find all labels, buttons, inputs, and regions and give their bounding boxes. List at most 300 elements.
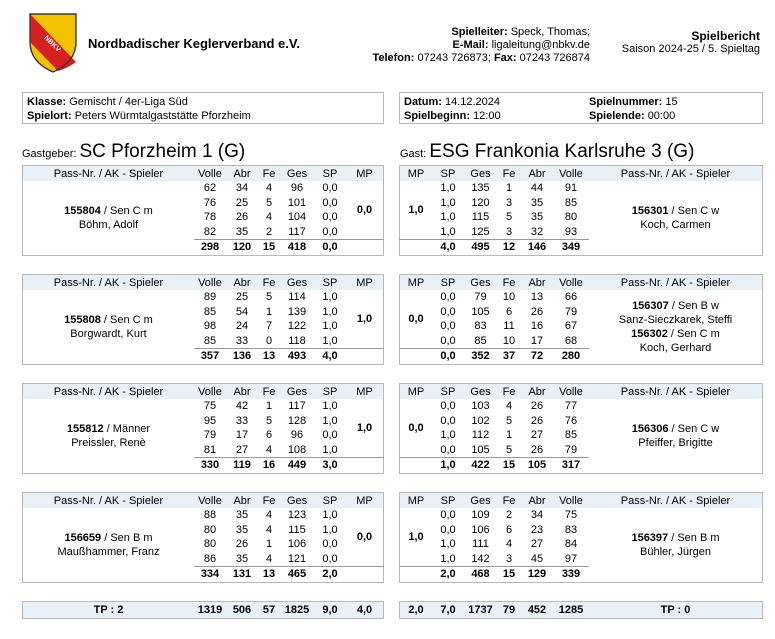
away-ges: 495: [464, 240, 497, 256]
away-volle: 68: [564, 334, 578, 347]
match-info-right: [399, 92, 763, 124]
home-block-2: [22, 274, 384, 365]
separator: /: [103, 422, 113, 435]
player-id-line: [23, 422, 194, 436]
away-fe: 15: [497, 567, 521, 583]
player-id-line: [589, 204, 762, 218]
col-sp: SP: [432, 275, 464, 291]
pass-number: 156302: [631, 327, 668, 340]
datum-label: Datum:: [404, 96, 442, 108]
fax-label: Fax:: [493, 52, 517, 64]
away-totals: [399, 601, 763, 619]
player-name: Maußhammer, Franz: [57, 545, 160, 558]
home-abr: 35: [235, 552, 249, 565]
home-abr: 27: [235, 443, 249, 456]
away-sp: 1,0: [440, 196, 456, 209]
home-abr: 35: [235, 225, 249, 238]
home-fe: 4: [265, 552, 273, 565]
player-name: Pfeiffer, Brigitte: [638, 436, 713, 449]
away-volle: 93: [564, 225, 578, 238]
away-ges: 115: [471, 211, 490, 224]
away-header-row: [400, 384, 763, 400]
col-abr: Abr: [521, 275, 553, 291]
age-class: Männer: [112, 422, 151, 435]
home-mp-empty: [346, 458, 384, 474]
away-ges: 120: [471, 196, 490, 209]
col-mp: MP: [346, 275, 384, 291]
home-block-1: [22, 165, 384, 256]
pass-number: 156301: [631, 204, 669, 217]
away-abr: 13: [530, 291, 544, 304]
away-sp: 0,0: [440, 443, 456, 456]
away-header-row: [400, 275, 763, 291]
home-fe: 1: [265, 305, 273, 318]
spielleiter-value: Speck, Thomas;: [510, 26, 590, 38]
away-ges: 103: [471, 400, 490, 413]
home-ges: 122: [287, 320, 307, 333]
away-abr: 129: [521, 567, 553, 583]
separator: /: [100, 204, 111, 217]
player-name: Koch, Carmen: [640, 218, 711, 231]
away-volle: 66: [564, 291, 578, 304]
home-abr: 24: [235, 320, 249, 333]
home-throw-row: [23, 290, 384, 305]
away-fe: 3: [505, 225, 513, 238]
home-fe: 5: [265, 414, 273, 427]
home-player-cell: [23, 290, 195, 364]
separator: /: [668, 531, 678, 544]
col-fe: Fe: [258, 493, 280, 509]
away-mp-empty: [400, 567, 433, 583]
away-sp: 0,0: [440, 320, 456, 333]
col-player: Pass-Nr. / AK - Spieler: [23, 493, 195, 509]
home-mp: 1,0: [356, 422, 373, 434]
home-volle: 78: [203, 211, 217, 224]
col-ges: Ges: [280, 493, 314, 509]
home-volle: 298: [194, 240, 226, 256]
klasse-label: Klasse:: [27, 96, 67, 108]
away-player-cell: [589, 508, 763, 582]
datum-value: 14.12.2024: [444, 96, 501, 108]
away-tp: TP : 0: [660, 604, 691, 616]
home-mp: 1,0: [356, 313, 373, 325]
home-volle: 82: [203, 225, 217, 238]
home-sp: 0,0: [322, 182, 338, 195]
away-sp: 0,0: [440, 400, 456, 413]
away-total-volle: 1285: [558, 604, 584, 616]
org-name: Nordbadischer Keglerverband e.V.: [88, 36, 300, 51]
col-fe: Fe: [258, 384, 280, 400]
home-total-mp: 4,0: [356, 604, 373, 616]
home-throw-row: [23, 181, 384, 196]
player-name: Bühler, Jürgen: [640, 545, 711, 558]
col-mp: MP: [346, 493, 384, 509]
telefon-label: Telefon:: [372, 52, 415, 64]
away-abr: 26: [530, 414, 544, 427]
player-id-line: [589, 531, 762, 545]
away-ges: 109: [471, 509, 490, 522]
home-abr: 26: [235, 211, 249, 224]
col-abr: Abr: [521, 384, 553, 400]
home-mp-empty: [346, 349, 384, 365]
col-abr: Abr: [226, 493, 258, 509]
home-mp: 0,0: [356, 204, 373, 216]
away-sp: 0,0: [440, 414, 456, 427]
home-sp: 3,0: [314, 458, 346, 474]
pass-number: 156659: [64, 531, 102, 544]
home-abr: 17: [235, 429, 249, 442]
home-ges: 106: [287, 538, 307, 551]
klasse-value: Gemischt / 4er-Liga Süd: [69, 96, 188, 108]
home-volle: 75: [203, 400, 217, 413]
home-team-label: Gastgeber:: [22, 148, 77, 160]
col-abr: Abr: [226, 384, 258, 400]
age-class: Sen C m: [677, 327, 720, 340]
home-ges: 104: [287, 211, 307, 224]
pass-number: 155812: [66, 422, 104, 435]
pass-number: 156397: [631, 531, 669, 544]
away-ges: 111: [472, 538, 489, 551]
home-volle: 62: [203, 182, 217, 195]
separator: /: [667, 327, 678, 340]
col-abr: Abr: [226, 166, 258, 182]
home-volle: 89: [203, 291, 217, 304]
separator: /: [668, 204, 678, 217]
away-throw-row: [400, 399, 763, 414]
home-fe: 1: [265, 538, 273, 551]
away-ges: 422: [464, 458, 497, 474]
home-abr: 131: [226, 567, 258, 583]
player-id-line: [23, 313, 194, 327]
home-sp: 1,0: [322, 334, 338, 347]
home-ges: 117: [288, 400, 306, 413]
away-fe: 2: [505, 509, 513, 522]
away-volle: 339: [553, 567, 589, 583]
col-player: Pass-Nr. / AK - Spieler: [589, 166, 763, 182]
telefon-value: 07243 726873;: [417, 52, 491, 64]
home-ges: 121: [287, 552, 307, 565]
away-ges: 142: [471, 552, 490, 565]
away-fe: 1: [505, 182, 513, 195]
home-throw-row: [23, 508, 384, 523]
away-sp: 0,0: [440, 291, 456, 304]
player-name: Koch, Gerhard: [639, 341, 712, 354]
home-volle: 79: [203, 429, 217, 442]
away-fe: 6: [505, 305, 513, 318]
home-fe: 4: [265, 509, 273, 522]
home-abr: 35: [235, 509, 249, 522]
away-fe: 4: [505, 400, 513, 413]
home-fe: 13: [258, 349, 280, 365]
away-team-label: Gast:: [400, 148, 427, 160]
home-abr: 54: [235, 305, 249, 318]
away-sp: 1,0: [432, 458, 464, 474]
away-sp: 1,0: [440, 429, 456, 442]
away-volle: 85: [564, 429, 578, 442]
away-block-4: [399, 492, 763, 583]
home-fe: 13: [258, 567, 280, 583]
away-total-abr: 452: [527, 604, 547, 616]
home-sp: 0,0: [314, 240, 346, 256]
home-ges: 115: [288, 523, 306, 536]
report-title: Spielbericht: [691, 29, 760, 43]
away-sp: 0,0: [432, 349, 464, 365]
col-fe: Fe: [497, 166, 521, 182]
col-abr: Abr: [521, 166, 553, 182]
away-abr: 17: [530, 334, 544, 347]
away-fe: 15: [497, 458, 521, 474]
away-team-heading: [400, 142, 694, 164]
col-abr: Abr: [521, 493, 553, 509]
home-volle: 80: [203, 523, 217, 536]
away-abr: 23: [530, 523, 544, 536]
home-volle: 334: [194, 567, 226, 583]
player-name: Preissler, Renè: [71, 436, 146, 449]
col-sp: SP: [432, 493, 464, 509]
away-ges: 352: [464, 349, 497, 365]
age-class: Sen B m: [677, 531, 720, 544]
away-total-ges: 1737: [468, 604, 493, 616]
col-mp: MP: [400, 384, 433, 400]
home-sp: 1,0: [322, 443, 338, 456]
col-fe: Fe: [497, 384, 521, 400]
away-abr: 44: [530, 182, 544, 195]
home-sp: 1,0: [322, 400, 338, 413]
away-total-sp: 7,0: [440, 604, 456, 616]
home-abr: 34: [235, 182, 249, 195]
away-mp: 0,0: [408, 313, 424, 325]
home-abr: 33: [235, 414, 249, 427]
away-sp: 1,0: [440, 211, 456, 224]
away-fe: 5: [505, 211, 513, 224]
contact-info: [330, 26, 590, 65]
away-total-mp: 2,0: [408, 604, 424, 616]
home-sp: 2,0: [314, 567, 346, 583]
home-sp: 0,0: [322, 225, 338, 238]
email-value[interactable]: ligaleitung@nbkv.de: [491, 39, 590, 51]
away-mp-empty: [400, 349, 433, 365]
col-volle: Volle: [194, 384, 226, 400]
away-player-cell: [589, 399, 763, 473]
home-ges: 114: [288, 291, 306, 304]
away-ges: 105: [471, 305, 490, 318]
away-sp: 1,0: [440, 182, 456, 195]
away-fe: 12: [497, 240, 521, 256]
away-throw-row: [400, 181, 763, 196]
home-mp-empty: [346, 240, 384, 256]
home-total-abr: 506: [232, 604, 252, 616]
player-id-line: [589, 299, 762, 313]
home-sp: 1,0: [322, 523, 338, 536]
home-sp: 1,0: [322, 320, 338, 333]
away-abr: 72: [521, 349, 553, 365]
col-fe: Fe: [497, 275, 521, 291]
spielbeginn-label: Spielbeginn:: [404, 110, 470, 122]
home-volle: 98: [203, 320, 217, 333]
home-player-cell: [23, 181, 195, 255]
nbkv-logo: [28, 12, 78, 74]
away-fe: 10: [502, 291, 516, 304]
away-mp-empty: [400, 458, 433, 474]
home-abr: 25: [235, 291, 249, 304]
away-sp: 0,0: [440, 334, 456, 347]
col-player: Pass-Nr. / AK - Spieler: [23, 166, 195, 182]
home-volle: 85: [203, 305, 217, 318]
away-throw-row: [400, 508, 763, 523]
away-throw-row: [400, 290, 763, 305]
away-volle: 91: [564, 182, 578, 195]
away-volle: 317: [553, 458, 589, 474]
spielort-value: Peters Würmtalgaststätte Pforzheim: [74, 110, 251, 122]
home-volle: 80: [203, 538, 217, 551]
away-fe: 4: [505, 538, 513, 551]
home-volle: 330: [194, 458, 226, 474]
away-ges: 102: [471, 414, 490, 427]
away-fe: 11: [503, 320, 515, 333]
home-ges: 128: [287, 414, 307, 427]
fax-value: 07243 726874: [519, 52, 590, 64]
age-class: Sen C w: [677, 422, 720, 435]
pass-number: 155804: [64, 204, 101, 217]
home-sp: 4,0: [314, 349, 346, 365]
away-volle: 67: [564, 320, 578, 333]
away-abr: 105: [521, 458, 553, 474]
away-volle: 85: [564, 196, 578, 209]
home-ges: 96: [290, 182, 304, 195]
home-team-heading: [22, 142, 245, 164]
spielende-value: 00:00: [647, 110, 676, 122]
home-ges: 108: [287, 443, 307, 456]
home-header-row: [23, 275, 384, 291]
col-player: Pass-Nr. / AK - Spieler: [589, 275, 763, 291]
col-ges: Ges: [464, 493, 497, 509]
home-fe: 7: [265, 320, 273, 333]
home-fe: 6: [265, 429, 273, 442]
home-ges: 101: [287, 196, 307, 209]
email-label: E-Mail:: [452, 39, 489, 51]
home-volle: 88: [203, 509, 217, 522]
season-info: Saison 2024-25 / 5. Spieltag: [621, 43, 760, 55]
away-fe: 3: [505, 196, 513, 209]
col-player: Pass-Nr. / AK - Spieler: [23, 275, 195, 291]
home-sp: 1,0: [322, 414, 338, 427]
home-fe: 4: [265, 443, 273, 456]
match-info-left: [22, 92, 384, 124]
away-ges: 106: [471, 523, 490, 536]
home-block-3: [22, 383, 384, 474]
col-sp: SP: [314, 275, 346, 291]
home-throw-row: [23, 399, 384, 414]
home-total-volle: 1319: [197, 604, 223, 616]
col-volle: Volle: [553, 166, 589, 182]
away-abr: 26: [530, 443, 544, 456]
away-abr: 32: [530, 225, 544, 238]
svg-text:NBKV: NBKV: [42, 34, 62, 54]
separator: /: [668, 422, 678, 435]
home-tp: TP : 2: [93, 604, 124, 616]
home-abr: 26: [235, 538, 249, 551]
home-team-name: SC Pforzheim 1 (G): [79, 141, 246, 162]
home-ges: 96: [290, 429, 304, 442]
age-class: Sen C m: [110, 313, 153, 326]
player-id-line: [589, 327, 762, 341]
home-ges: 139: [287, 305, 307, 318]
home-player-cell: [23, 399, 195, 473]
away-abr: 45: [530, 552, 544, 565]
pass-number: 155808: [64, 313, 101, 326]
age-class: Sen B m: [110, 531, 153, 544]
col-fe: Fe: [497, 493, 521, 509]
home-volle: 85: [203, 334, 217, 347]
home-header-row: [23, 166, 384, 182]
home-sp: 1,0: [322, 291, 338, 304]
away-sp: 1,0: [440, 538, 456, 551]
home-abr: 33: [235, 334, 249, 347]
away-block-2: [399, 274, 763, 365]
home-abr: 136: [226, 349, 258, 365]
spielort-label: Spielort:: [27, 110, 72, 122]
away-header-row: [400, 493, 763, 509]
col-fe: Fe: [258, 166, 280, 182]
home-total-ges: 1825: [284, 604, 310, 616]
report-heading: [600, 30, 760, 56]
away-sp: 0,0: [440, 305, 456, 318]
away-fe: 5: [505, 443, 513, 456]
col-volle: Volle: [194, 493, 226, 509]
pass-number: 156306: [631, 422, 669, 435]
age-class: Sen C m: [110, 204, 153, 217]
home-abr: 119: [226, 458, 258, 474]
col-player: Pass-Nr. / AK - Spieler: [589, 384, 763, 400]
col-abr: Abr: [226, 275, 258, 291]
home-volle: 81: [203, 443, 217, 456]
away-fe: 37: [497, 349, 521, 365]
home-ges: 493: [280, 349, 314, 365]
away-abr: 16: [530, 320, 544, 333]
home-ges: 449: [280, 458, 314, 474]
home-fe: 5: [265, 196, 273, 209]
away-ges: 125: [471, 225, 490, 238]
home-volle: 86: [203, 552, 217, 565]
away-fe: 10: [502, 334, 516, 347]
home-player-cell: [23, 508, 195, 582]
home-fe: 4: [265, 182, 273, 195]
player-name: Böhm, Adolf: [78, 218, 139, 231]
home-abr: 35: [235, 523, 249, 536]
col-sp: SP: [314, 166, 346, 182]
home-mp: 0,0: [356, 531, 373, 543]
away-block-3: [399, 383, 763, 474]
away-volle: 280: [553, 349, 589, 365]
away-volle: 349: [553, 240, 589, 256]
col-mp: MP: [346, 384, 384, 400]
home-total-sp: 9,0: [322, 604, 338, 616]
home-fe: 2: [265, 225, 273, 238]
away-player-cell: [589, 181, 763, 255]
spielbeginn-value: 12:00: [473, 110, 501, 122]
away-total-fe: 79: [502, 604, 516, 616]
home-fe: 1: [265, 400, 273, 413]
away-sp: 1,0: [440, 552, 456, 565]
away-sp: 1,0: [440, 225, 456, 238]
away-ges: 468: [464, 567, 497, 583]
home-volle: 357: [194, 349, 226, 365]
col-volle: Volle: [553, 384, 589, 400]
away-volle: 83: [564, 523, 578, 536]
col-mp: MP: [346, 166, 384, 182]
player-id-line: [23, 531, 194, 545]
away-abr: 26: [530, 305, 544, 318]
